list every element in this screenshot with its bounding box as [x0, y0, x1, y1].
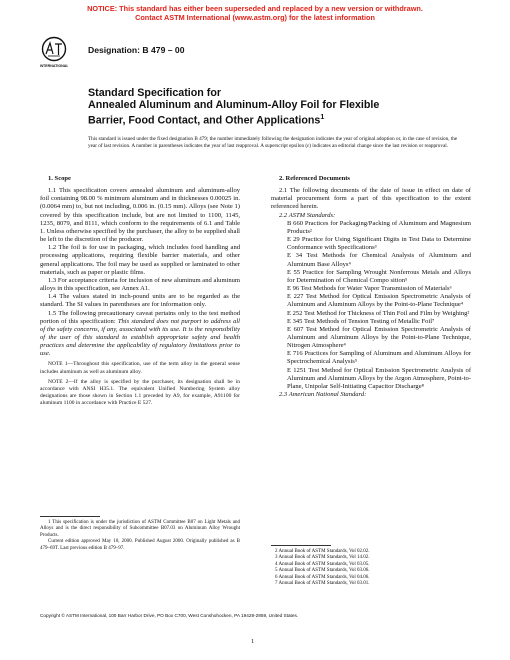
- page-number: 1: [251, 638, 255, 645]
- footnote-rule-right: [271, 545, 331, 546]
- astm-logo: [40, 36, 68, 75]
- reference-item: E 227 Test Method for Optical Emission Spectrometric Analysis of Aluminum and Aluminum Alloys by the Point-to-Plane Technique⁴: [287, 293, 471, 309]
- notice-line-2: Contact ASTM International (www.astm.org) for the latest information: [135, 13, 375, 22]
- footnote-1: 1 This specification is under the jurisdiction of ASTM Committee B07 on Light Metals and Alloys and is the direct responsibility of Subcommittee B07.03 on Aluminum Alloy Wrought Products.: [40, 520, 240, 538]
- title-line-1: Standard Specification for: [88, 87, 222, 99]
- reference-item: E 55 Practice for Sampling Wrought Nonferrous Metals and Alloys for Determination of Chemical Compo sition⁵: [287, 268, 471, 284]
- withdrawal-notice: [0, 4, 510, 22]
- section-2-heading: 2. Referenced Documents: [279, 175, 350, 182]
- standard-note: This standard is issued under the fixed designation B 479; the number immediately following the designation indicates the year of original adoption or, in the case of revision, the year of last revision. A number in parentheses indicates the year of last reapproval. A superscript epsilon (ε) indicates an editorial change since the last revision or reapproval.: [88, 136, 458, 149]
- para-1-4: 1.4 The values stated in inch-pound units are to be regarded as the standard. The SI values in parentheses are for information only.: [40, 293, 240, 309]
- note-2: NOTE 2—If the alloy is specified by the purchaser, its designation shall be in accordance with ANSI H35.1. The equivalent Unified Numbering System alloy designations are those shown in Section 1.1 preceded by A9, for example, A91100 for aluminum 1100 in accordance with Practice E 527.: [40, 378, 240, 406]
- reference-item: E 252 Test Method for Thickness of Thin Foil and Film by Weighing²: [287, 309, 470, 317]
- footnote-4: 4 Annual Book of ASTM Standards, Vol 03.05.: [275, 561, 370, 567]
- safety-caveat: This standard does not purport to address all of the safety concerns, if any, associated with its use. It is the responsibility of the user of this standard to establish appropriate safety and health practices and determine the applicability of regulatory limitations prior to use.: [40, 317, 240, 358]
- left-footnotes: [40, 520, 240, 552]
- title-footnote-mark: 1: [320, 113, 325, 121]
- footnote-3: 3 Annual Book of ASTM Standards, Vol 14.02.: [275, 555, 370, 561]
- para-2-1: 2.1 The following documents of the date of issue in effect on date of material procurement form a part of this specification to the extent referenced herein.: [271, 187, 471, 211]
- reference-item: E 716 Practices for Sampling of Aluminum and Aluminum Alloys for Spectrochemical Analysis⁵: [287, 350, 471, 366]
- title-line-3: Barrier, Food Contact, and Other Applications: [88, 114, 321, 127]
- note-1: NOTE 1—Throughout this specification, use of the term alloy in the general sense includes aluminum as well as aluminum alloy.: [40, 361, 240, 375]
- footnote-6: 6 Annual Book of ASTM Standards, Vol 04.06.: [275, 574, 370, 580]
- reference-item: E 96 Test Methods for Water Vapor Transmission of Materials⁶: [287, 285, 452, 293]
- left-column: [40, 175, 240, 407]
- footnote-rule-left: [40, 516, 100, 517]
- subheading-astm-standards: 2.2 ASTM Standards:: [279, 211, 336, 219]
- para-1-5: [40, 310, 240, 359]
- para-1-3: 1.3 For acceptance criteria for inclusion of new aluminum and aluminum alloys in this specification, see Annex A1.: [40, 276, 240, 293]
- document-title: [88, 87, 468, 127]
- reference-item: E 29 Practice for Using Significant Digits in Test Data to Determine Conformance with Specifications³: [287, 236, 471, 252]
- title-line-2: Annealed Aluminum and Aluminum-Alloy Foil for Flexible: [88, 99, 380, 112]
- section-1-heading: 1. Scope: [48, 175, 71, 182]
- reference-item: E 607 Test Method for Optical Emission Spectrometric Analysis of Aluminum and Aluminum Alloys by the Point-to-Plane Technique, Nitrogen Atmosphere⁴: [287, 325, 471, 350]
- right-footnotes: [271, 549, 471, 587]
- logo-text: INTERNATIONAL: [40, 64, 68, 68]
- subheading-ansi: 2.3 American National Standard:: [279, 391, 367, 399]
- notice-line-1: NOTICE: This standard has either been superseded and replaced by a new version or withdrawn.: [87, 4, 423, 13]
- reference-item: E 345 Test Methods of Tension Testing of Metallic Foil⁷: [287, 317, 435, 325]
- reference-item: E 34 Test Methods for Chemical Analysis of Aluminum and Aluminum Base Alloys⁴: [287, 252, 471, 268]
- copyright-line: Copyright © ASTM International, 100 Barr Harbor Drive, PO Box C700, West Conshohocken, PA 19428-2959, United States.: [40, 613, 299, 618]
- footnote-7: 7 Annual Book of ASTM Standards, Vol 03.01.: [275, 581, 370, 587]
- footnote-1-edition: Current edition approved May 10, 2000. Published August 2000. Originally published as B 479–69T. Last previous edition B 479–97.: [40, 539, 240, 551]
- reference-list: [271, 220, 471, 391]
- para-1-1: 1.1 This specification covers annealed aluminum and aluminum-alloy foil containing 98.00 % minimum aluminum and in thicknesses 0.00025 in. (0.0064 mm) to, but not including, 0.006 in. (0.15 mm). Alloys (see Note 1) covered by this specification include, but are not limited to 1100, 1145, 1235, 8079, and 8111, which conform to the requirements of 6.1 and Table 1. Unless otherwise specified by the purchaser, the alloy to be supplied shall be left to the discretion of the producer.: [40, 187, 240, 244]
- reference-item: E 1251 Test Method for Optical Emission Spectrometric Analysis of Aluminum and Aluminum Alloys by the Argon Atmosphere, Point-to-Plane, Unipolar Self-Initiating Capacitor Discharge⁸: [287, 366, 471, 390]
- footnote-2: 2 Annual Book of ASTM Standards, Vol 02.02.: [275, 549, 370, 554]
- reference-item: B 660 Practices for Packaging/Packing of Aluminum and Magnesium Products²: [287, 219, 471, 235]
- para-1-2: 1.2 The foil is for use in packaging, which includes food handling and processing applications, requiring flexible barrier materials, and other general applications. The foil may be used as supplied or laminated to other materials, such as paper or plastic films.: [40, 244, 240, 276]
- designation: Designation: B 479 – 00: [88, 45, 185, 55]
- right-column: [271, 175, 471, 399]
- para-1-5-lead: 1.5 The following precautionary caveat pertains only to the test method portion of this specification:: [40, 309, 240, 325]
- footnote-5: 5 Annual Book of ASTM Standards, Vol 03.06.: [275, 568, 370, 574]
